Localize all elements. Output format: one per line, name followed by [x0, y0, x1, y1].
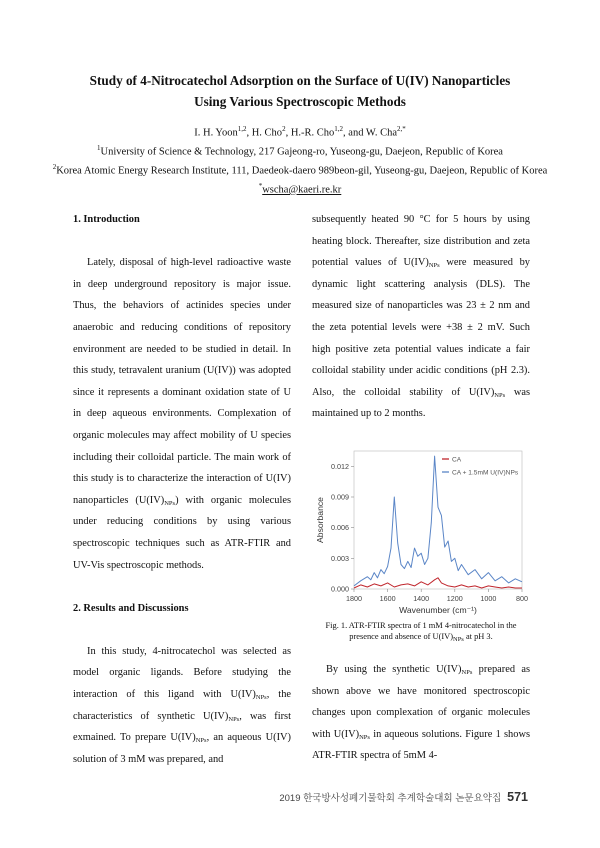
y-tick-label: 0.000: [331, 584, 349, 594]
x-tick-label: 1800: [346, 594, 362, 603]
subscript-nps: NPs: [228, 715, 240, 723]
y-tick-label: 0.012: [331, 461, 349, 471]
author-1: I. H. Yoon: [194, 127, 238, 139]
subscript-nps: NPs: [195, 737, 207, 745]
affiliation-2: [40, 160, 560, 179]
author-block: [40, 122, 560, 198]
author-sep: ,: [246, 127, 252, 139]
subscript-nps: NPs: [255, 694, 267, 702]
x-tick-label: 1600: [379, 594, 396, 603]
subscript-nps: NPs: [164, 499, 176, 507]
author-and: , and: [343, 127, 366, 139]
author-3-sup: 1,2: [334, 125, 344, 133]
subscript-nps: NPs: [359, 733, 370, 741]
right-paragraph-1: [312, 209, 530, 425]
page-footer: [279, 790, 528, 804]
caption-text-end: at pH 3.: [463, 632, 493, 641]
caption-text: Fig. 1. ATR-FTIR spectra of 1 mM 4-nitrocatechol in the presence and absence of U(IV): [325, 621, 517, 641]
author-sep: ,: [285, 127, 291, 139]
text-run: , an aqueous U(IV) solution of 3 mM was prepared, and: [73, 732, 291, 765]
x-tick-label: 1400: [413, 594, 430, 603]
legend-label: CA: [452, 456, 462, 464]
right-paragraph-2: [312, 659, 530, 767]
email-link[interactable]: wscha@kaeri.re.kr: [262, 184, 342, 196]
y-tick-label: 0.006: [331, 523, 349, 533]
legend-label: CA + 1.5mM U(IV)NPs: [452, 469, 519, 477]
subscript-nps: NPs: [428, 262, 440, 270]
conference-name: 2019 한국방사성폐기물학회 추계학술대회 논문요약집: [279, 793, 502, 804]
section-heading-introduction: 1. Introduction: [73, 214, 140, 225]
text-run: ) with organic molecules under reducing conditions by using various spectroscopic techniques such as ATR-FTIR and UV-Vis spectroscopic methods.: [73, 494, 291, 571]
ftir-spectrum-chart: [312, 445, 530, 615]
x-tick-label: 800: [516, 594, 528, 603]
text-run: was maintained up to 2 months.: [312, 386, 530, 420]
affiliation-1: [40, 141, 560, 160]
author-3: H.-R. Cho: [290, 127, 335, 139]
author-2-sup: 2: [282, 125, 286, 133]
title-line-1: Study of 4-Nitrocatechol Adsorption on the Surface of U(IV) Nanoparticles: [89, 73, 511, 88]
author-line: [40, 122, 560, 141]
results-paragraph: [73, 641, 291, 771]
affiliation-2-num: 2: [52, 163, 57, 171]
text-run: were measured by dynamic light scattering analysis (DLS). The measured size of nanoparticles was 23 ± 2 nm and the zeta potential levels were +38 ± 2 mV. Such high positive zeta potential values indicate a fair colloidal stability under acidic conditions (pH 2.3). Also, the colloidal stability of U(IV): [312, 257, 530, 398]
author-1-sup: 1,2: [237, 125, 247, 133]
x-tick-label: 1200: [446, 594, 463, 603]
text-run: in aqueous solutions. Figure 1 shows ATR-FTIR spectra of 5mM 4-: [312, 728, 530, 762]
figure-1: [312, 445, 530, 615]
page-number: 571: [507, 790, 528, 804]
introduction-paragraph: [73, 252, 291, 576]
text-run: subsequently heated 90 °C for 5 hours by using heating block. Thereafter, size distribution and zeta potential values of U(IV): [312, 214, 530, 269]
text-run: In this study, 4-nitrocatechol was selected as model organic ligands. Before studying the interaction of this ligand with U(IV): [73, 645, 291, 701]
text-run: prepared as shown above we have monitored spectroscopic changes upon complexation of organic molecules with U(IV): [312, 664, 530, 740]
x-axis-label: Wavenumber (cm⁻¹): [399, 605, 477, 615]
y-axis-label: Absorbance: [315, 497, 325, 543]
title-line-2: Using Various Spectroscopic Methods: [194, 94, 406, 109]
corresponding-email: [40, 179, 560, 198]
caption-subscript: NPs: [453, 636, 464, 643]
subscript-nps: NPs: [461, 669, 473, 676]
email-star: *: [258, 182, 263, 190]
author-2: H. Cho: [251, 127, 283, 139]
right-column: [312, 209, 530, 425]
text-run: , the characteristics of synthetic U(IV): [73, 689, 291, 722]
left-column: [73, 209, 291, 770]
paper-title: [60, 70, 540, 112]
text-run: Lately, disposal of high-level radioactive waste in deep underground repository is major issue. Thus, the behaviors of actinides species under anaerobic and reducing conditions of repository environment are needed to be studied in detail. In this study, tetravalent uranium (U(IV)) was adopted since it represents a dominant oxidation state of U in deep aqueous environments. Complexation of organic molecules may affect mobility of U species including their colloidal particle. The main work of this study is to characterize the interaction of U(IV) nanoparticles (U(IV): [73, 257, 291, 506]
affiliation-1-text: University of Science & Technology, 217 Gajeong-ro, Yuseong-gu, Daejeon, Republic of Korea: [100, 146, 503, 158]
section-heading-results: 2. Results and Discussions: [73, 602, 189, 614]
subscript-nps: NPs: [494, 391, 506, 399]
author-4-sup: 2,*: [397, 125, 406, 133]
y-tick-label: 0.003: [331, 553, 349, 563]
figure-caption: [312, 620, 530, 642]
text-run: , was first exmained. To prepare U(IV): [73, 710, 291, 744]
affiliation-2-text: Korea Atomic Energy Research Institute, 111, Daedeok-daero 989beon-gil, Yuseong-gu, Daejeon, Republic of Korea: [56, 165, 548, 177]
x-tick-label: 1000: [480, 594, 497, 603]
affiliation-1-num: 1: [97, 144, 101, 152]
y-tick-label: 0.009: [331, 492, 349, 502]
author-4: W. Cha: [365, 127, 398, 139]
text-run: By using the synthetic U(IV): [326, 664, 462, 675]
right-column-lower: [312, 659, 530, 767]
